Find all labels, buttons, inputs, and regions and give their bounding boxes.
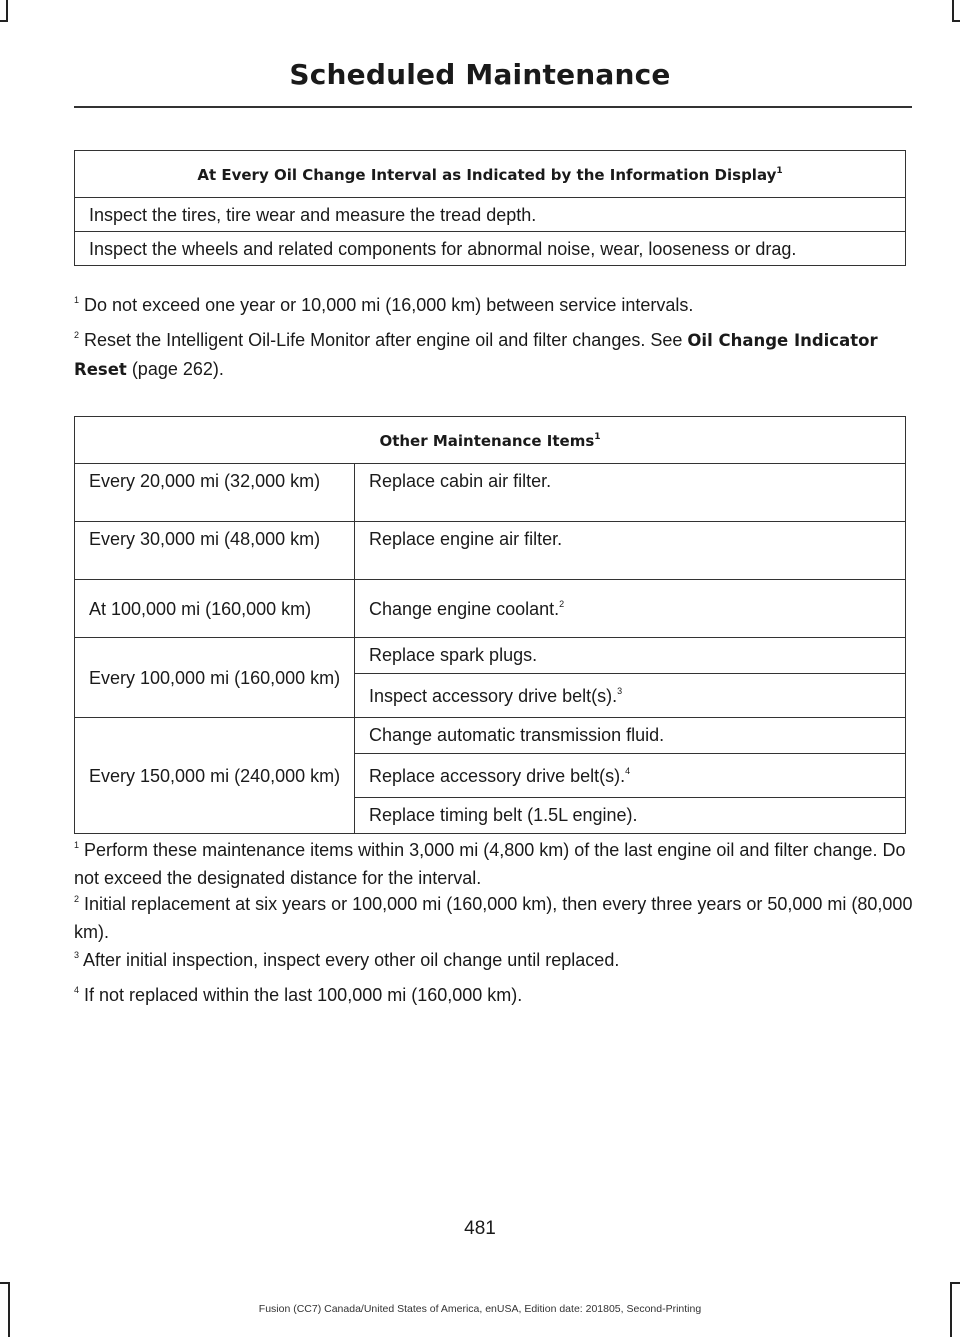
- crop-mark-top-left-h: [0, 20, 8, 22]
- item-cell: Replace cabin air filter.: [355, 464, 906, 522]
- table-header-row: [75, 151, 906, 198]
- crop-mark-bottom-right-h: [950, 1282, 960, 1284]
- footnote: [74, 946, 914, 974]
- table-row: [75, 580, 906, 638]
- oil-table-heading: At Every Oil Change Interval as Indicated by the Information Display$^1$: [75, 151, 906, 198]
- footnote-ref: 1: [776, 166, 783, 176]
- item-cell: Change engine coolant.$^2$: [355, 580, 906, 638]
- page-number: 481: [464, 1218, 496, 1239]
- item-cell: Replace timing belt (1.5L engine).: [355, 798, 906, 834]
- page-reference: (page 262).: [131, 359, 224, 379]
- crop-mark-top-right-v: [952, 0, 954, 20]
- other-table-heading: Other Maintenance Items$^1$: [75, 417, 906, 464]
- other-maintenance-table: [74, 416, 906, 834]
- interval-cell: Every 30,000 mi (48,000 km): [75, 522, 355, 580]
- footnote: [74, 890, 914, 946]
- footnote-number: 4: [74, 985, 80, 995]
- cross-reference-link[interactable]: Oil Change Indicator Reset: [74, 331, 878, 379]
- table-row: [75, 464, 906, 522]
- footnote-ref: 1: [594, 432, 601, 442]
- crop-mark-top-right-h: [952, 20, 960, 22]
- oil-change-table: [74, 150, 906, 266]
- crop-mark-top-left-v: [6, 0, 8, 20]
- item-cell: Replace spark plugs.: [355, 638, 906, 674]
- table-row: [75, 638, 906, 674]
- item-cell: Replace engine air filter.: [355, 522, 906, 580]
- interval-cell: At 100,000 mi (160,000 km): [75, 580, 355, 638]
- item-cell: Change automatic transmission fluid.: [355, 718, 906, 754]
- edition-footer: Fusion (CC7) Canada/United States of America, enUSA, Edition date: 201805, Second-Printing: [258, 1303, 702, 1315]
- table-cell: Inspect the wheels and related components for abnormal noise, wear, looseness or drag.: [75, 232, 906, 266]
- item-cell: Inspect accessory drive belt(s).$^3$: [355, 674, 906, 718]
- footnote: [74, 836, 914, 892]
- interval-cell: Every 100,000 mi (160,000 km): [75, 638, 355, 718]
- footnote: [74, 291, 914, 319]
- footnote-ref: 4: [625, 766, 631, 776]
- footnote-text: If not replaced within the last 100,000 mi (160,000 km).: [84, 985, 523, 1005]
- footnote-number: 2: [74, 330, 80, 340]
- footnote-ref: 2: [559, 599, 565, 609]
- interval-cell: Every 20,000 mi (32,000 km): [75, 464, 355, 522]
- footnote-text: Reset the Intelligent Oil-Life Monitor after engine oil and filter changes. See: [84, 330, 683, 350]
- table-row: [75, 232, 906, 266]
- crop-mark-bottom-left-h: [0, 1282, 10, 1284]
- footnote-ref: 3: [617, 686, 623, 696]
- interval-cell: Every 150,000 mi (240,000 km): [75, 718, 355, 834]
- table-row: [75, 522, 906, 580]
- footnote-text: Perform these maintenance items within 3,000 mi (4,800 km) of the last engine oil and filter change. Do not exceed the designated distance for the interval.: [74, 840, 906, 888]
- footnote-text: Do not exceed one year or 10,000 mi (16,000 km) between service intervals.: [84, 295, 694, 315]
- table-header-row: [75, 417, 906, 464]
- footnote: [74, 326, 914, 384]
- footnote-number: 1: [74, 295, 80, 305]
- footnote-number: 1: [74, 840, 80, 850]
- page-title: Scheduled Maintenance: [289, 58, 671, 91]
- footnote-text: Initial replacement at six years or 100,000 mi (160,000 km), then every three years or 50,000 mi (80,000 km).: [74, 894, 913, 942]
- table-row: [75, 718, 906, 754]
- title-rule: [74, 106, 912, 108]
- footnote: [74, 981, 914, 1009]
- table-row: [75, 198, 906, 232]
- footnote-number: 2: [74, 894, 80, 904]
- table-cell: Inspect the tires, tire wear and measure the tread depth.: [75, 198, 906, 232]
- footnote-number: 3: [74, 950, 80, 960]
- item-cell: Replace accessory drive belt(s).$^4$: [355, 754, 906, 798]
- footnote-text: After initial inspection, inspect every other oil change until replaced.: [83, 950, 620, 970]
